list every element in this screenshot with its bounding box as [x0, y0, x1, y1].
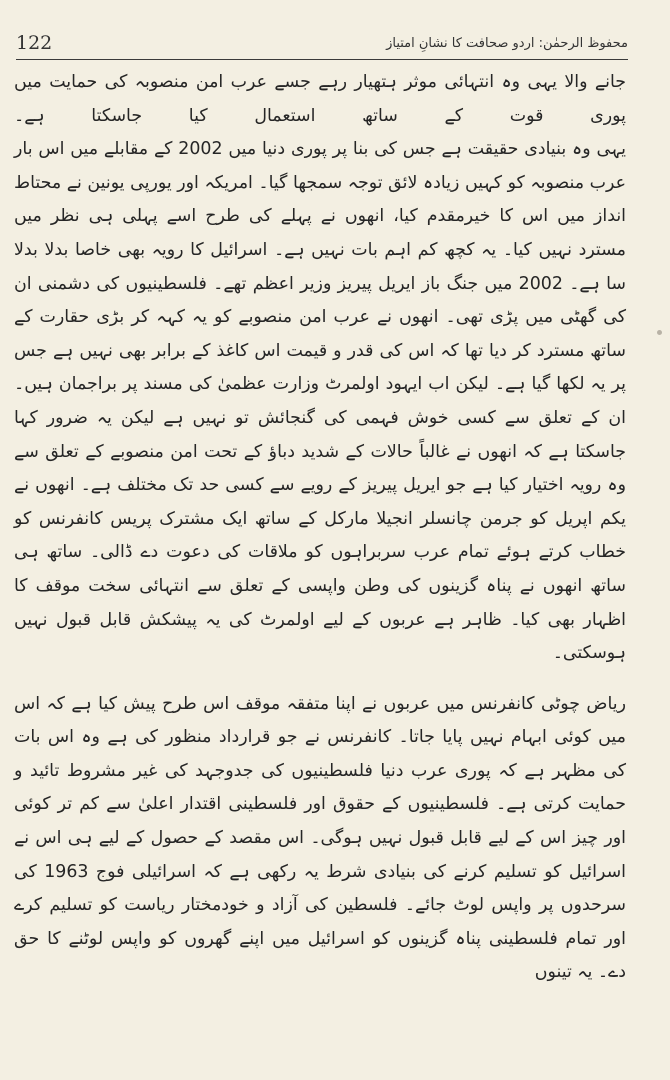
paragraph-2: یہی وہ بنیادی حقیقت ہے جس کی بنا پر پوری دنیا میں 2002 کے مقابلے میں اس بار عرب منصوبہ کو کہیں زیادہ لائق توجہ سمجھا گیا۔ امریکہ اور یورپی یونین نے محتاط انداز میں اس کا خیرمقدم کیا، انھوں نے پہلے کی طرح اسے پہلی ہی نظر میں مسترد نہیں کیا۔ یہ کچھ کم اہم بات نہیں ہے۔ اسرائیل کا رویہ بھی خاصا بدلا بدلا سا ہے۔ 2002 میں جنگ باز ایریل پیریز وزیر اعظم تھے۔ فلسطینیوں کی دشمنی ان کی گھٹی میں پڑی تھی۔ انھوں نے عرب امن منصوبے کو یہ کہہ کر بڑی حقارت کے ساتھ مسترد کر دیا تھا کہ اس کی قدر و قیمت اس کاغذ کے برابر بھی نہیں ہے جس پر یہ لکھا گیا ہے۔ لیکن اب ایہود اولمرٹ وزارت عظمیٰ کی مسند پر براجمان ہیں۔ ان کے تعلق سے کسی خوش فہمی کی گنجائش تو نہیں ہے لیکن یہ ضرور کہا جاسکتا ہے کہ انھوں نے غالباً حالات کے شدید دباؤ کے تحت امن منصوبے کے تعلق سے وہ رویہ اختیار کیا ہے جو ایریل پیریز کے رویے سے کسی حد تک مختلف ہے۔ انھوں نے یکم اپریل کو جرمن چانسلر انجیلا مارکل کے ساتھ ایک مشترک پریس کانفرنس کو خطاب کرتے ہوئے تمام عرب سربراہوں کو ملاقات کی دعوت دے ڈالی۔ ساتھ ہی ساتھ انھوں نے پناہ گزینوں کی وطن واپسی کے تعلق سے انتہائی سخت موقف کا اظہار بھی کیا۔ ظاہر ہے عربوں کے لیے اولمرٹ کی یہ پیشکش قابل قبول نہیں ہوسکتی۔	[14, 139, 626, 664]
header-rule	[16, 59, 628, 60]
paragraph-3: ریاض چوٹی کانفرنس میں عربوں نے اپنا متفقہ موقف اس طرح پیش کیا ہے کہ اس میں کوئی ابہام نہیں پایا جاتا۔ کانفرنس نے جو قرارداد منظور کی ہے وہ اس بات کی مظہر ہے کہ پوری عرب دنیا فلسطینیوں کی جدوجہد کی غیر مشروط تائید و حمایت کرتی ہے۔ فلسطینیوں کے حقوق اور فلسطینی اقتدار اعلیٰ سے کم تر کوئی اور چیز اس کے لیے قابل قبول نہیں ہوگی۔ اس مقصد کے حصول کے لیے ہی اس نے اسرائیل کو تسلیم کرنے کی بنیادی شرط یہ رکھی ہے کہ اسرائیلی فوج 1963 کی سرحدوں پر واپس لوٹ جائے۔ فلسطین کی آزاد و خودمختار ریاست کو تسلیم کرے اور تمام فلسطینی پناہ گزینوں کو اسرائیل میں اپنے گھروں کو واپس لوٹنے کا حق دے۔ یہ تینوں	[14, 693, 626, 983]
page-number: 122	[16, 32, 53, 54]
scan-speck	[657, 330, 662, 335]
body-text	[14, 66, 626, 990]
running-title: محفوظ الرحمٰن: اردو صحافت کا نشانِ امتیاز	[386, 35, 628, 51]
paragraph-1: جانے والا یہی وہ انتہائی موثر ہتھیار رہے جسے عرب امن منصوبہ کی حمایت میں پوری قوت کے ساتھ استعمال کیا جاسکتا ہے۔	[14, 72, 626, 126]
page-header	[16, 28, 628, 58]
